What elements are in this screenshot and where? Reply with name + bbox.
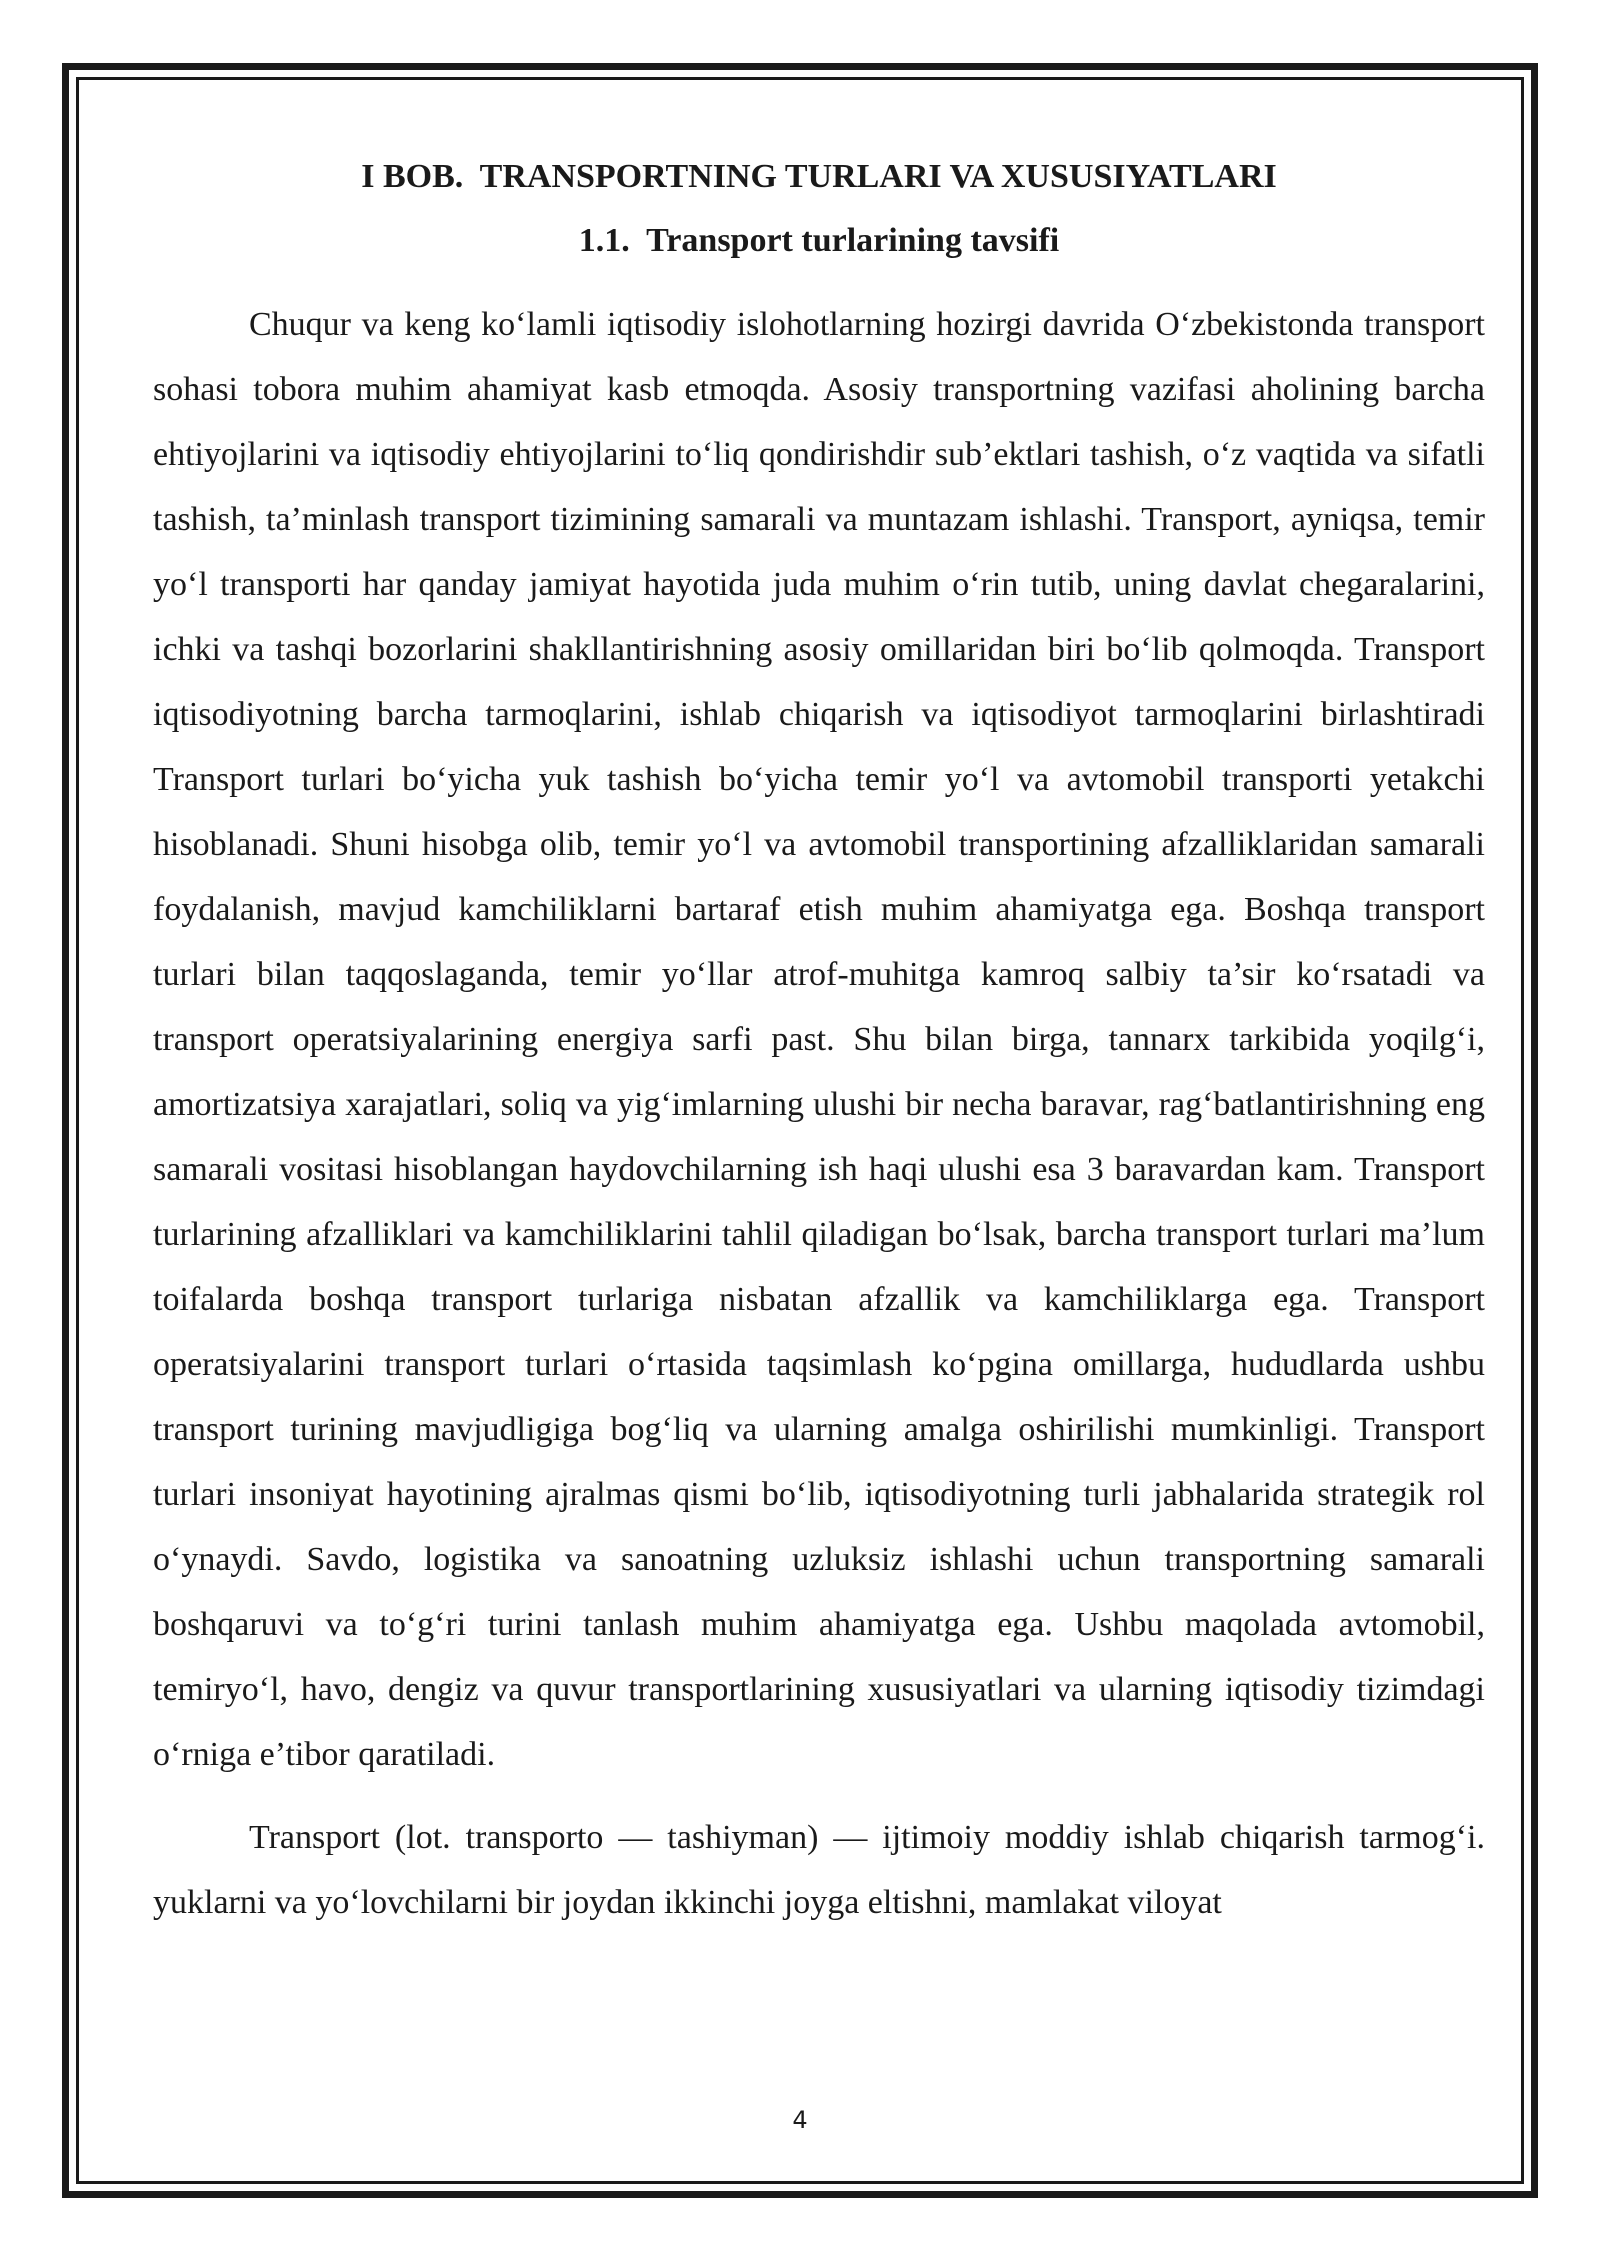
page-number: 4: [792, 2106, 808, 2134]
page-content: [153, 150, 1485, 1935]
section-title: 1.1. Transport turlarining tavsifi: [578, 222, 1060, 259]
body-paragraph: Chuqur va keng ko‘lamli iqtisodiy islohotlarning hozirgi davrida O‘zbekistonda transport sohasi tobora muhim ahamiyat kasb etmoqda. Asosiy transportning vazifasi aholining barcha ehtiyojlarini va iqtisodiy ehtiyojlarini to‘liq qondirishdir sub’ektlari tashish, o‘z vaqtida va sifatli tashish, ta’minlash transport tizimining samarali va muntazam ishlashi. Transport, ayniqsa, temir yo‘l transporti har qanday jamiyat hayotida juda muhim o‘rin tutib, uning davlat chegaralarini, ichki va tashqi bozorlarini shakllantirishning asosiy omillaridan biri bo‘lib qolmoqda. Transport iqtisodiyotning barcha tarmoqlarini, ishlab chiqarish va iqtisodiyot tarmoqlarini birlashtiradi Transport turlari bo‘yicha yuk tashish bo‘yicha temir yo‘l va avtomobil transporti yetakchi hisoblanadi. Shuni hisobga olib, temir yo‘l va avtomobil transportining afzalliklaridan samarali foydalanish, mavjud kamchiliklarni bartaraf etish muhim ahamiyatga ega. Boshqa transport turlari bilan taqqoslaganda, temir yo‘llar atrof-muhitga kamroq salbiy ta’sir ko‘rsatadi va transport operatsiyalarining energiya sarfi past. Shu bilan birga, tannarx tarkibida yoqilg‘i, amortizatsiya xarajatlari, soliq va yig‘imlarning ulushi bir necha baravar, rag‘batlantirishning eng samarali vositasi hisoblangan haydovchilarning ish haqi ulushi esa 3 baravardan kam. Transport turlarining afzalliklari va kamchiliklarini tahlil qiladigan bo‘lsak, barcha transport turlari ma’lum toifalarda boshqa transport turlariga nisbatan afzallik va kamchiliklarga ega. Transport operatsiyalarini transport turlari o‘rtasida taqsimlash ko‘pgina omillarga, hududlarda ushbu transport turining mavjudligiga bog‘liq va ularning amalga oshirilishi mumkinligi. Transport turlari insoniyat hayotining ajralmas qismi bo‘lib, iqtisodiyotning turli jabhalarida strategik rol o‘ynaydi. Savdo, logistika va sanoatning uzluksiz ishlashi uchun transportning samarali boshqaruvi va to‘g‘ri turini tanlash muhim ahamiyatga ega. Ushbu maqolada avtomobil, temiryo‘l, havo, dengiz va quvur transportlarining xususiyatlari va ularning iqtisodiy tizimdagi o‘rniga e’tibor qaratiladi.: [153, 306, 1485, 1773]
chapter-title: I BOB. TRANSPORTNING TURLARI VA XUSUSIYATLARI: [361, 158, 1277, 195]
body-paragraph: Transport (lot. transporto — tashiyman) — ijtimoiy moddiy ishlab chiqarish tarmog‘i. yuklarni va yo‘lovchilarni bir joydan ikkinchi joyga eltishni, mamlakat viloyat: [153, 1819, 1485, 1921]
